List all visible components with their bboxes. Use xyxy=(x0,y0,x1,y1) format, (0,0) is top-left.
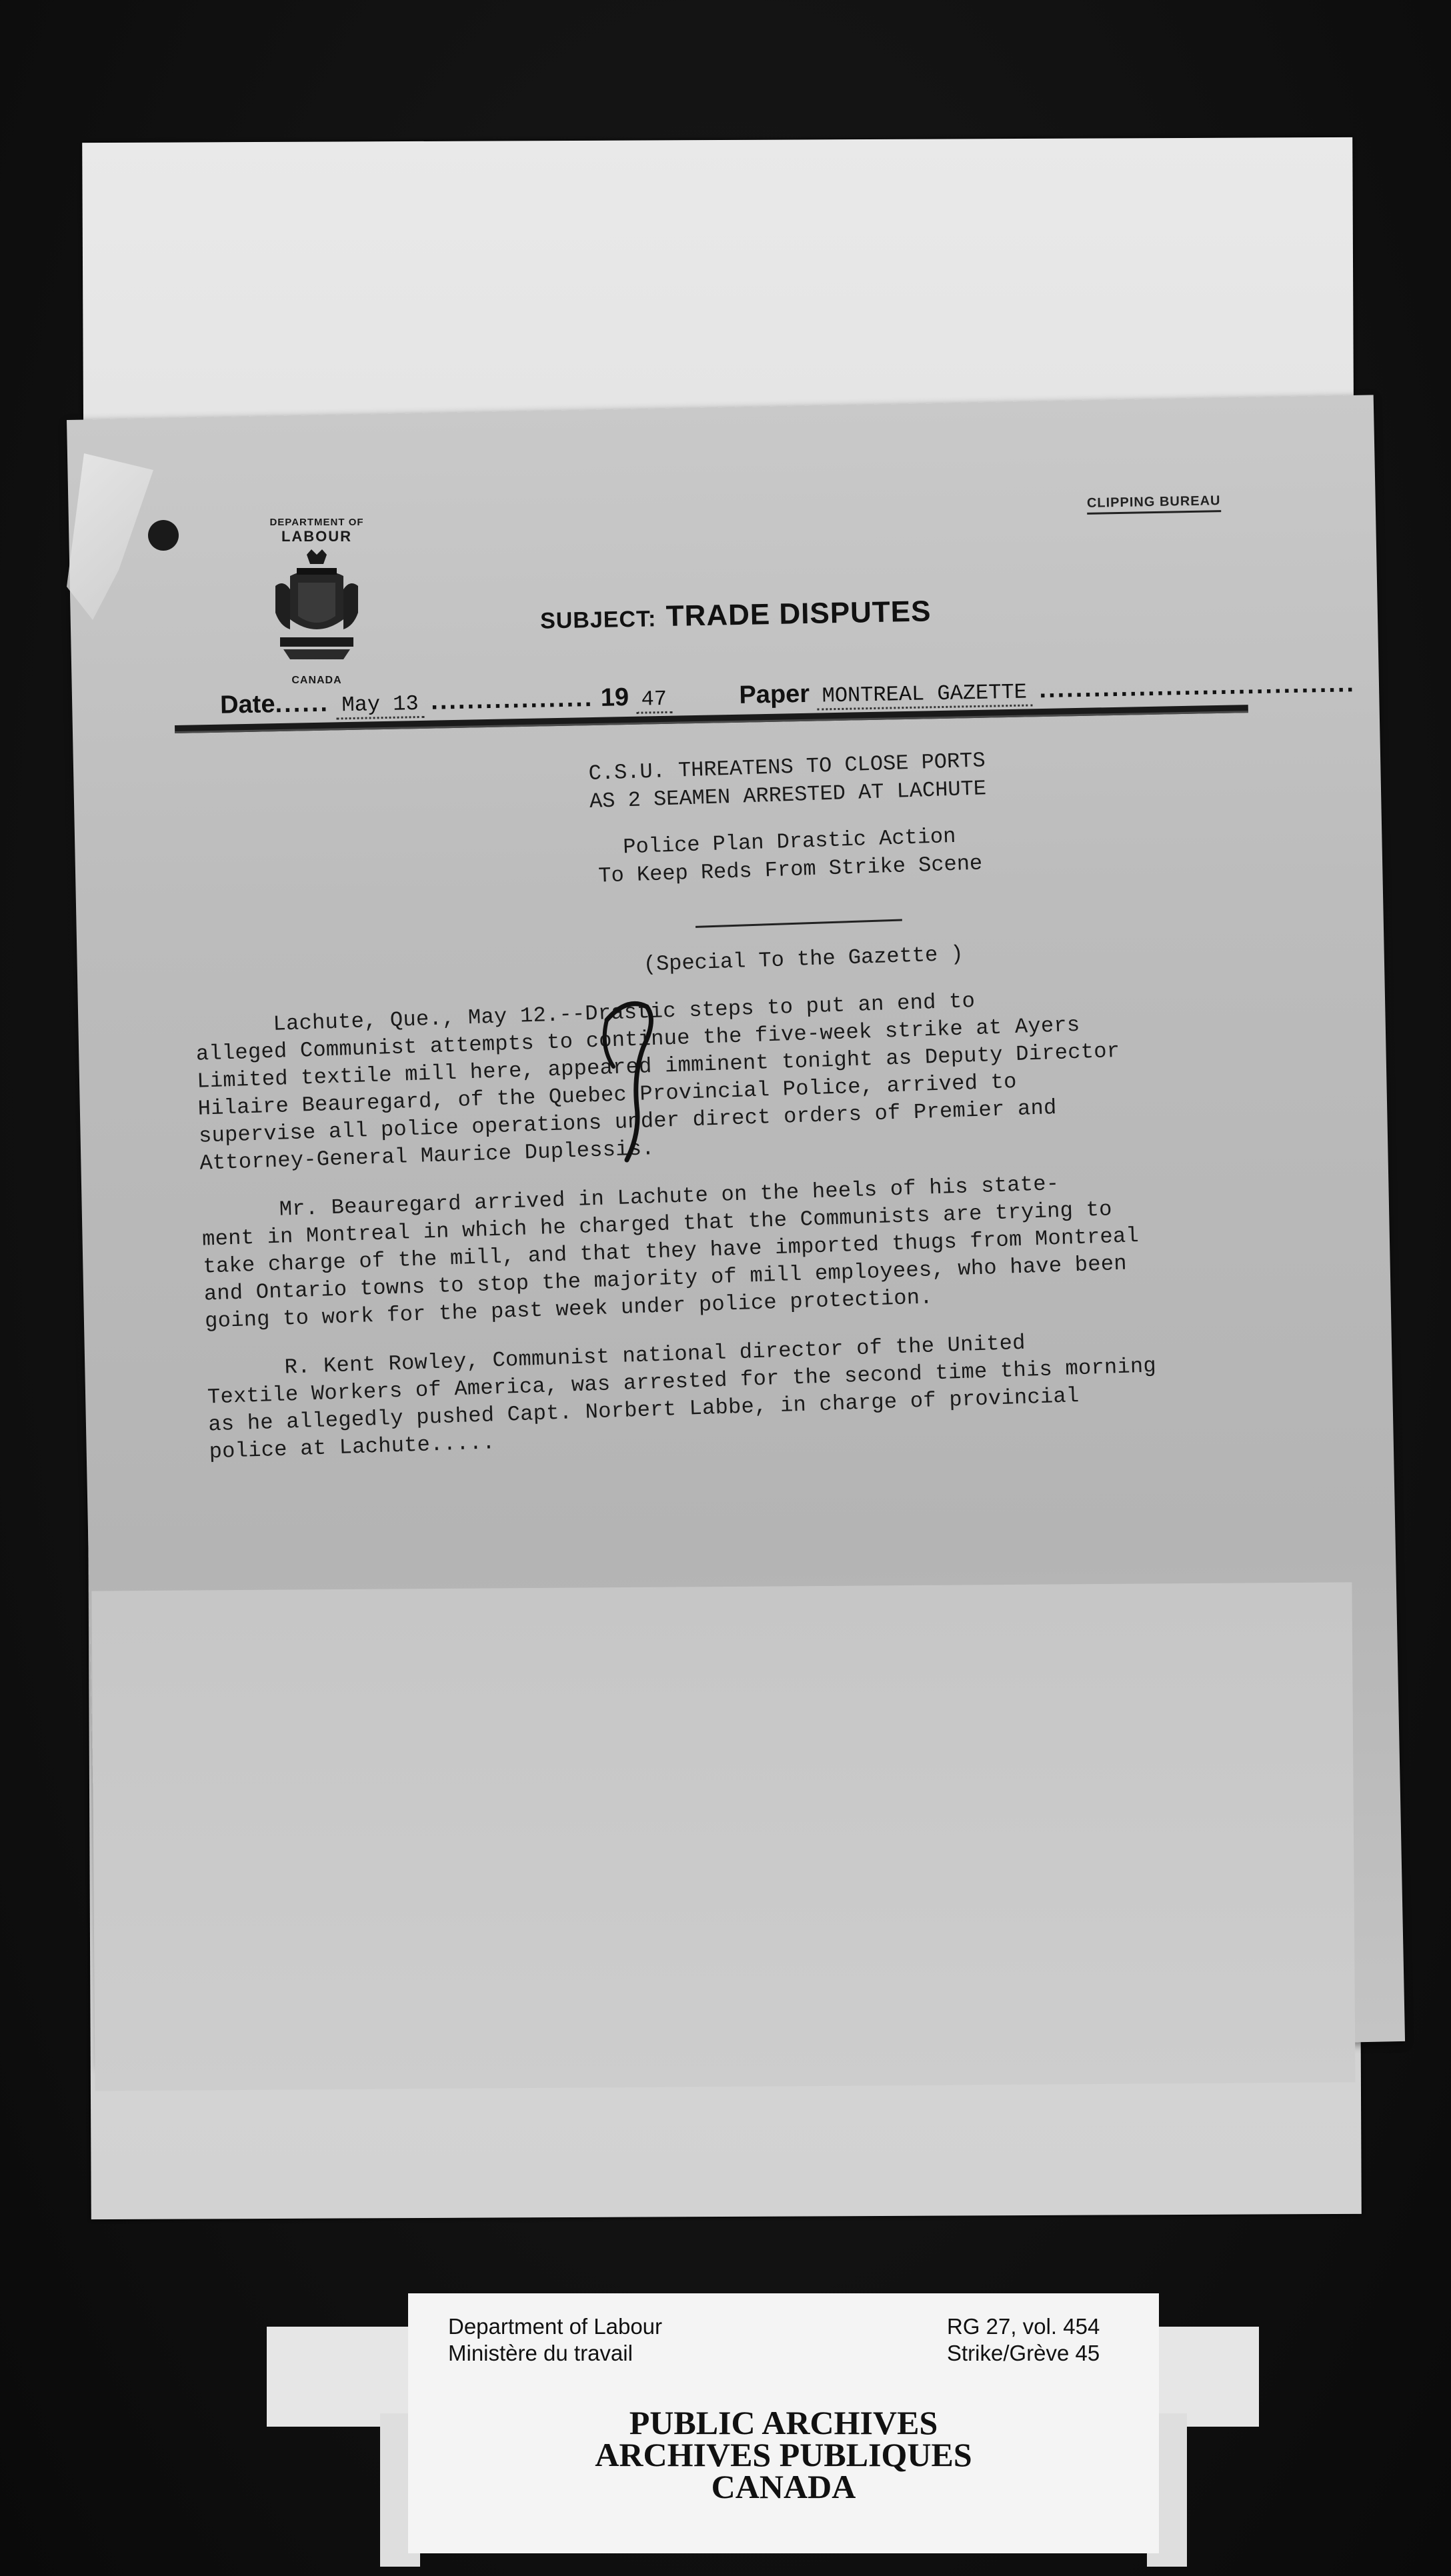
headline-line1: C.S.U. THREATENS TO CLOSE PORTS xyxy=(588,748,986,787)
special-credit: (Special To the Gazette ) xyxy=(643,941,964,977)
clipping-bureau-label: CLIPPING BUREAU xyxy=(1087,493,1221,515)
paragraph: Mr. Beauregard arrived in Lachute on the heels of his state- ment in Montreal in which he charged that the Communists are trying to take charge of the mill, and that they have imported thugs from Montreal and Ontario towns to stop the majority of mill employees, who have been going to work for the past week under police protection. xyxy=(201,1171,1140,1334)
paragraph: Lachute, Que., May 12.--Drastic steps to put an end to alleged Communist attempts to continue the five-week strike at Ayers Limited textile mill here, appeared imminent tonight as Deputy Director Hilaire Beauregard, of the Quebec Provincial Police, arrived to supervise all police operations under direct orders of Premier and Attorney-General Maurice Duplessis. xyxy=(195,989,1120,1176)
country-label: CANADA xyxy=(291,675,342,686)
subhead-line2: To Keep Reds From Strike Scene xyxy=(597,851,983,889)
subject-value: TRADE DISPUTES xyxy=(665,595,932,633)
year-value: 47 xyxy=(635,687,672,714)
coat-of-arms-icon xyxy=(270,549,363,666)
date-value: May 13 xyxy=(336,691,424,720)
archive-reference xyxy=(947,2313,1100,2367)
department-en: Department of Labour xyxy=(448,2314,663,2339)
department-block xyxy=(247,517,387,687)
punch-hole xyxy=(148,520,179,551)
paper-value: MONTREAL GAZETTE xyxy=(816,679,1032,710)
archives-title-fr: ARCHIVES PUBLIQUES xyxy=(595,2436,972,2473)
label-tab-left xyxy=(267,2327,410,2427)
subject-label: SUBJECT: xyxy=(539,606,657,634)
date-paper-line: Date...... May 13 .................. 19 47 Paper MONTREAL GAZETTE ................................... xyxy=(219,669,1356,719)
reference-volume: RG 27, vol. 454 xyxy=(947,2314,1100,2339)
label-tab-right xyxy=(1159,2327,1259,2427)
subhead-line1: Police Plan Drastic Action xyxy=(622,823,957,860)
date-label: Date xyxy=(219,690,275,719)
archive-department xyxy=(448,2313,662,2367)
article-rule xyxy=(695,919,902,928)
department-fr: Ministère du travail xyxy=(448,2341,633,2365)
archives-title xyxy=(408,2404,1159,2505)
headline-line2: AS 2 SEAMEN ARRESTED AT LACHUTE xyxy=(589,776,987,814)
reference-file: Strike/Grève 45 xyxy=(947,2341,1100,2365)
subheadline xyxy=(256,811,1324,902)
archives-title-en: PUBLIC ARCHIVES xyxy=(629,2404,938,2441)
department-line2: LABOUR xyxy=(281,528,353,545)
year-prefix: 19 xyxy=(600,683,629,712)
department-line1: DEPARTMENT OF xyxy=(269,517,364,528)
paragraph: R. Kent Rowley, Communist national director of the United Textile Workers of America, was arrested for the second time this morning as he allegedly pushed Capt. Norbert Labbe, in charge of provincial police at Lachute..... xyxy=(206,1330,1157,1465)
archives-title-country: CANADA xyxy=(711,2468,856,2505)
paper-label: Paper xyxy=(739,679,810,709)
article-body xyxy=(187,736,1343,1466)
lower-sheet-edge xyxy=(91,1582,1355,2091)
handwritten-mark xyxy=(587,993,673,1167)
